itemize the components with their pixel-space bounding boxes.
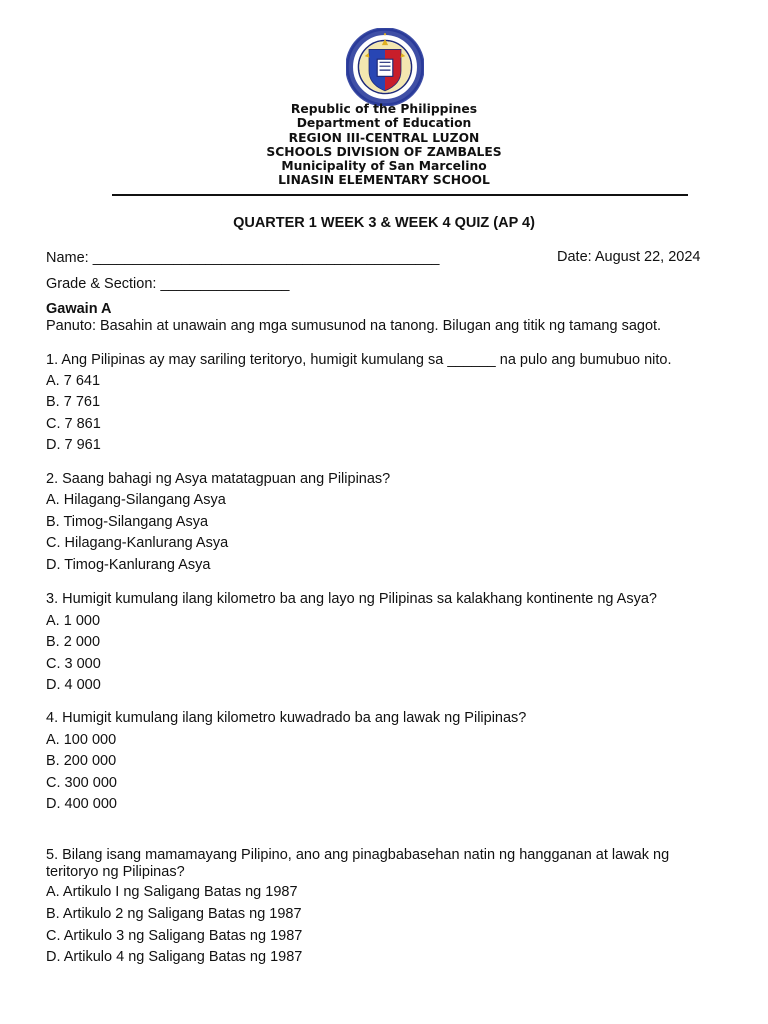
q1-option-d[interactable]: D. 7 961 [46, 437, 101, 453]
school-header [0, 102, 768, 188]
q4-option-a[interactable]: A. 100 000 [46, 732, 117, 748]
q3-option-b[interactable]: B. 2 000 [46, 634, 101, 650]
q2-option-b[interactable]: B. Timog-Silangang Asya [46, 514, 209, 530]
q3-option-c[interactable]: C. 3 000 [46, 656, 101, 672]
quiz-title: QUARTER 1 WEEK 3 & WEEK 4 QUIZ (AP 4) [233, 215, 535, 231]
q3-option-a[interactable]: A. 1 000 [46, 613, 101, 629]
header-divider [112, 194, 688, 196]
question-5: 5. Bilang isang mamamayang Pilipino, ano ang pinagbabasehan natin ng hangganan at lawak ng [46, 847, 670, 863]
header-line-republic: Republic of the Philippines [290, 102, 478, 116]
header-line-department: Department of Education [296, 116, 472, 131]
q2-option-a[interactable]: A. Hilagang-Silangang Asya [46, 492, 226, 508]
q3-option-d[interactable]: D. 4 000 [46, 677, 101, 693]
header-line-region: REGION III-CENTRAL LUZON [288, 130, 480, 145]
q2-option-c[interactable]: C. Hilagang-Kanlurang Asya [46, 535, 229, 551]
q2-option-d[interactable]: D. Timog-Kanlurang Asya [46, 557, 211, 573]
question-2: 2. Saang bahagi ng Asya matatagpuan ang Pilipinas? [46, 471, 391, 487]
q5-option-c[interactable]: C. Artikulo 3 ng Saligang Batas ng 1987 [46, 928, 303, 944]
deped-seal-logo [346, 28, 424, 106]
grade-section-field[interactable]: Grade & Section: ________________ [46, 276, 290, 292]
q1-option-b[interactable]: B. 7 761 [46, 394, 101, 410]
question-1: 1. Ang Pilipinas ay may sariling teritoryo, humigit kumulang sa ______ na pulo ang bumubuo nito. [46, 352, 672, 368]
name-field[interactable]: Name: ___________________________________________ [46, 250, 440, 266]
header-line-division: SCHOOLS DIVISION OF ZAMBALES [266, 144, 502, 159]
q5-option-d[interactable]: D. Artikulo 4 ng Saligang Batas ng 1987 [46, 949, 303, 965]
question-5-continuation: teritoryo ng Pilipinas? [46, 864, 185, 880]
question-3: 3. Humigit kumulang ilang kilometro ba ang layo ng Pilipinas sa kalakhang kontinente ng Asya? [46, 591, 657, 607]
q5-option-a[interactable]: A. Artikulo I ng Saligang Batas ng 1987 [46, 884, 298, 900]
q4-option-b[interactable]: B. 200 000 [46, 753, 117, 769]
instructions: Panuto: Basahin at unawain ang mga sumusunod na tanong. Bilugan ang titik ng tamang sagot. [46, 318, 662, 334]
q4-option-c[interactable]: C. 300 000 [46, 775, 117, 791]
q1-option-c[interactable]: C. 7 861 [46, 416, 101, 432]
section-title: Gawain A [46, 301, 112, 317]
q1-option-a[interactable]: A. 7 641 [46, 373, 101, 389]
header-line-school: LINASIN ELEMENTARY SCHOOL [278, 173, 490, 188]
question-4: 4. Humigit kumulang ilang kilometro kuwadrado ba ang lawak ng Pilipinas? [46, 710, 527, 726]
q5-option-b[interactable]: B. Artikulo 2 ng Saligang Batas ng 1987 [46, 906, 302, 922]
header-line-municipality: Municipality of San Marcelino [281, 159, 487, 174]
date-label: Date: August 22, 2024 [557, 249, 701, 265]
q4-option-d[interactable]: D. 400 000 [46, 796, 117, 812]
